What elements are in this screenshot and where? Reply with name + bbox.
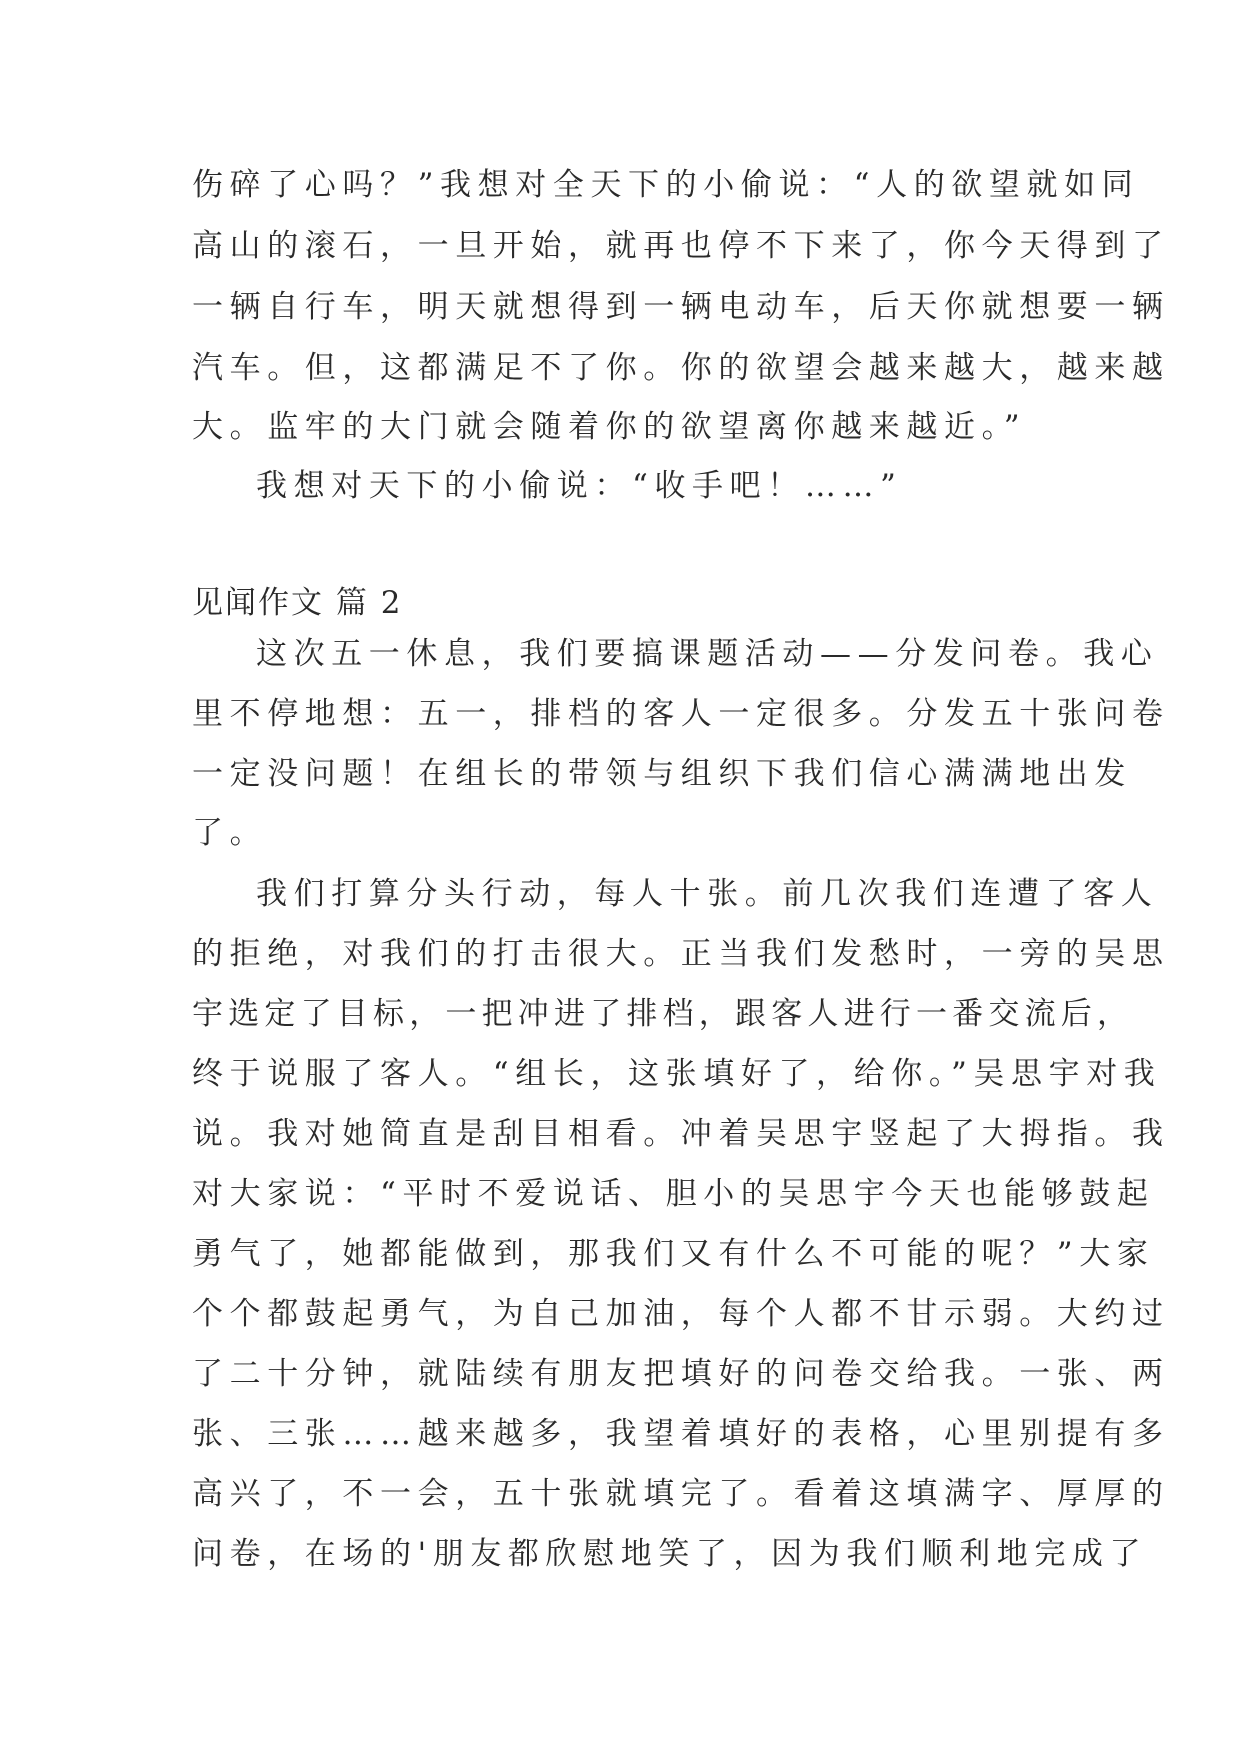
text-line: 高山的滚石，一旦开始，就再也停不下来了，你今天得到了	[192, 228, 1170, 264]
text-line: 勇气了，她都能做到，那我们又有什么不可能的呢？”大家	[192, 1236, 1155, 1272]
text-line: 这次五一休息，我们要搞课题活动——分发问卷。我心	[256, 636, 1159, 672]
text-line: 我们打算分头行动，每人十张。前几次我们连遭了客人	[256, 876, 1159, 912]
text-line: 高兴了，不一会，五十张就填完了。看着这填满字、厚厚的	[192, 1476, 1170, 1512]
text-line: 一辆自行车，明天就想得到一辆电动车，后天你就想要一辆	[192, 289, 1170, 325]
text-line: 里不停地想：五一，排档的客人一定很多。分发五十张问卷	[192, 696, 1170, 732]
text-line: 个个都鼓起勇气，为自己加油，每个人都不甘示弱。大约过	[192, 1296, 1170, 1332]
section-heading: 见闻作文 篇 2	[192, 585, 403, 621]
text-line: 了。	[192, 815, 268, 851]
text-line: 一定没问题！在组长的带领与组织下我们信心满满地出发	[192, 756, 1132, 792]
text-line: 伤碎了心吗？”我想对全天下的小偷说：“人的欲望就如同	[192, 167, 1140, 203]
text-line: 我想对天下的小偷说：“收手吧！……”	[256, 468, 903, 504]
text-line: 了二十分钟，就陆续有朋友把填好的问卷交给我。一张、两	[192, 1356, 1170, 1392]
text-line: 对大家说：“平时不爱说话、胆小的吴思宇今天也能够鼓起	[192, 1176, 1155, 1212]
text-line: 问卷，在场的'朋友都欣慰地笑了，因为我们顺利地完成了	[192, 1536, 1148, 1572]
text-line: 大。监牢的大门就会随着你的欲望离你越来越近。”	[192, 409, 1027, 445]
text-line: 说。我对她简直是刮目相看。冲着吴思宇竖起了大拇指。我	[192, 1116, 1170, 1152]
text-line: 汽车。但，这都满足不了你。你的欲望会越来越大，越来越	[192, 350, 1170, 386]
text-line: 张、三张……越来越多，我望着填好的表格，心里别提有多	[192, 1416, 1170, 1452]
text-line: 宇选定了目标，一把冲进了排档，跟客人进行一番交流后，	[192, 996, 1134, 1032]
text-line: 的拒绝，对我们的打击很大。正当我们发愁时，一旁的吴思	[192, 936, 1170, 972]
text-line: 终于说服了客人。“组长，这张填好了，给你。”吴思宇对我	[192, 1056, 1162, 1092]
